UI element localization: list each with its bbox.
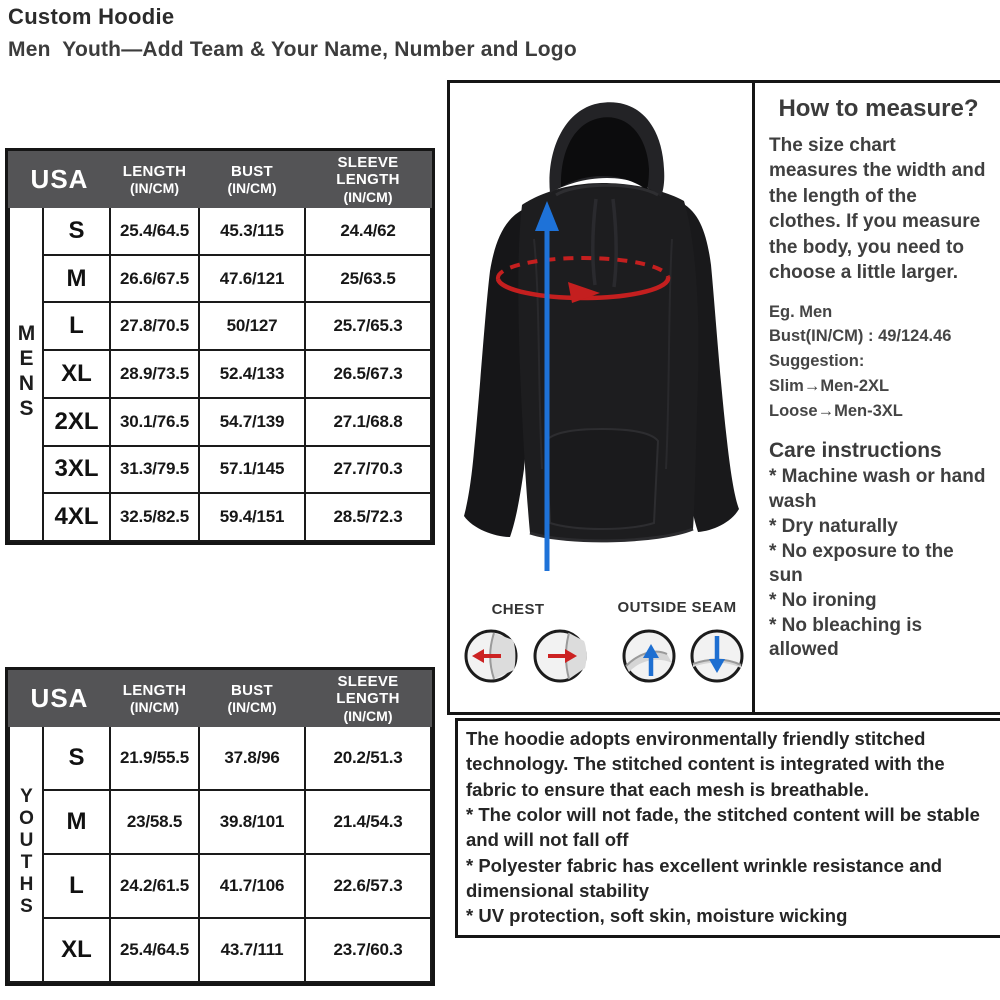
mens-size-table [5, 148, 435, 545]
mens-group-cell [9, 207, 43, 541]
bust-cell: 43.7/111 [199, 918, 305, 982]
hoodie-photo-panel [450, 83, 755, 712]
mens-group-label: MENS [15, 321, 38, 422]
care-item: * No exposure to the sun [769, 540, 954, 587]
example-line: Loose→Men-3XL [769, 401, 903, 420]
bust-cell: 47.6/121 [199, 255, 305, 303]
size-cell: S [43, 726, 110, 790]
length-cell: 31.3/79.5 [110, 446, 199, 494]
length-cell: 32.5/82.5 [110, 493, 199, 541]
table-header-row [9, 152, 431, 207]
size-cell: 3XL [43, 446, 110, 494]
length-cell: 28.9/73.5 [110, 350, 199, 398]
length-cell: 25.4/64.5 [110, 918, 199, 982]
page-title: Custom Hoodie [8, 4, 175, 29]
table-row [9, 398, 431, 446]
measure-body-text: The size chart measures the width and the length of the clothes. If you measure the body, you need to choose a little larger. [769, 135, 986, 284]
table-row [9, 446, 431, 494]
table-row [9, 918, 431, 982]
length-cell: 25.4/64.5 [110, 207, 199, 255]
care-item: * Dry naturally [769, 515, 898, 537]
bust-cell: 59.4/151 [199, 493, 305, 541]
table-row [9, 207, 431, 255]
size-cell: XL [43, 350, 110, 398]
length-cell: 21.9/55.5 [110, 726, 199, 790]
length-cell: 27.8/70.5 [110, 302, 199, 350]
header-length-label: LENGTH [122, 681, 187, 699]
chest-label: CHEST [491, 601, 545, 618]
bust-cell: 41.7/106 [199, 854, 305, 918]
care-item: * No bleaching is allowed [769, 614, 923, 661]
header-bust [199, 152, 305, 207]
header-bust-label: BUST [230, 162, 274, 180]
example-line: Bust(IN/CM) : 49/124.46 [769, 327, 952, 346]
header-sleeve-unit: (IN/CM) [343, 188, 393, 205]
header-usa: USA [9, 152, 110, 207]
chest-measure-left-icon [463, 628, 519, 684]
description-line: * The color will not fade, the stitched content will be stable and will not fall off [466, 804, 980, 851]
bust-cell: 57.1/145 [199, 446, 305, 494]
table-row [9, 350, 431, 398]
header-sleeve [305, 152, 431, 207]
header-length [110, 671, 199, 726]
bust-cell: 50/127 [199, 302, 305, 350]
size-cell: M [43, 255, 110, 303]
sleeve-cell: 25/63.5 [305, 255, 431, 303]
bust-cell: 52.4/133 [199, 350, 305, 398]
size-cell: L [43, 854, 110, 918]
sleeve-cell: 24.4/62 [305, 207, 431, 255]
header-bust [199, 671, 305, 726]
care-heading: Care instructions [769, 439, 942, 463]
example-block [769, 300, 988, 424]
description-line: * Polyester fabric has excellent wrinkle resistance and dimensional stability [466, 854, 943, 902]
example-line: Suggestion: [769, 352, 865, 371]
table-row [9, 726, 431, 790]
table-header-row [9, 671, 431, 726]
table-row [9, 790, 431, 854]
size-cell: 2XL [43, 398, 110, 446]
seam-measure-down-icon [689, 628, 745, 684]
measure-panel [755, 83, 1000, 712]
header-bust-label: BUST [230, 681, 274, 699]
size-cell: M [43, 790, 110, 854]
header-length-unit: (IN/CM) [130, 699, 179, 716]
bust-cell: 54.7/139 [199, 398, 305, 446]
seam-measure-up-icon [621, 628, 677, 684]
care-item: * No ironing [769, 589, 877, 611]
sleeve-cell: 28.5/72.3 [305, 493, 431, 541]
sleeve-cell: 21.4/54.3 [305, 790, 431, 854]
sleeve-cell: 20.2/51.3 [305, 726, 431, 790]
description-line: The hoodie adopts environmentally friendly stitched technology. The stitched content is integrated with the fabric to ensure that each mesh is breathable. [466, 728, 945, 800]
measure-heading: How to measure? [778, 95, 979, 122]
header-sleeve-label: SLEEVE LENGTH [336, 154, 400, 189]
example-line: Eg. Men [769, 302, 833, 321]
length-cell: 24.2/61.5 [110, 854, 199, 918]
sleeve-cell: 25.7/65.3 [305, 302, 431, 350]
header-bust-unit: (IN/CM) [227, 699, 277, 716]
bust-cell: 37.8/96 [199, 726, 305, 790]
sleeve-cell: 23.7/60.3 [305, 918, 431, 982]
header-length [110, 152, 199, 207]
youth-group-label: YOUTHS [16, 785, 37, 918]
length-cell: 30.1/76.5 [110, 398, 199, 446]
sleeve-cell: 22.6/57.3 [305, 854, 431, 918]
chest-measure-right-icon [532, 628, 588, 684]
sleeve-cell: 26.5/67.3 [305, 350, 431, 398]
header-sleeve-unit: (IN/CM) [343, 707, 393, 724]
length-cell: 26.6/67.5 [110, 255, 199, 303]
size-cell: L [43, 302, 110, 350]
size-cell: S [43, 207, 110, 255]
bust-cell: 39.8/101 [199, 790, 305, 854]
size-cell: XL [43, 918, 110, 982]
fabric-description-box [455, 718, 1000, 938]
description-line: * UV protection, soft skin, moisture wicking [466, 905, 848, 927]
header-usa: USA [9, 671, 110, 726]
header-length-unit: (IN/CM) [130, 180, 179, 197]
table-row [9, 302, 431, 350]
sleeve-cell: 27.1/68.8 [305, 398, 431, 446]
care-item: * Machine wash or hand wash [769, 466, 986, 513]
size-cell: 4XL [43, 493, 110, 541]
bust-cell: 45.3/115 [199, 207, 305, 255]
table-row [9, 255, 431, 303]
page-subtitle: Men Youth—Add Team & Your Name, Number and Logo [8, 38, 577, 61]
header-sleeve-label: SLEEVE LENGTH [336, 673, 400, 708]
sleeve-cell: 27.7/70.3 [305, 446, 431, 494]
example-line: Slim→Men-2XL [769, 376, 890, 395]
table-row [9, 854, 431, 918]
outside-seam-label: OUTSIDE SEAM [617, 599, 737, 616]
header-bust-unit: (IN/CM) [227, 180, 277, 197]
youth-group-cell [9, 726, 43, 982]
hoodie-photo [450, 89, 755, 579]
header-sleeve [305, 671, 431, 726]
youth-size-table [5, 667, 435, 986]
table-row [9, 493, 431, 541]
info-box [447, 80, 1000, 715]
header-length-label: LENGTH [122, 162, 187, 180]
length-cell: 23/58.5 [110, 790, 199, 854]
